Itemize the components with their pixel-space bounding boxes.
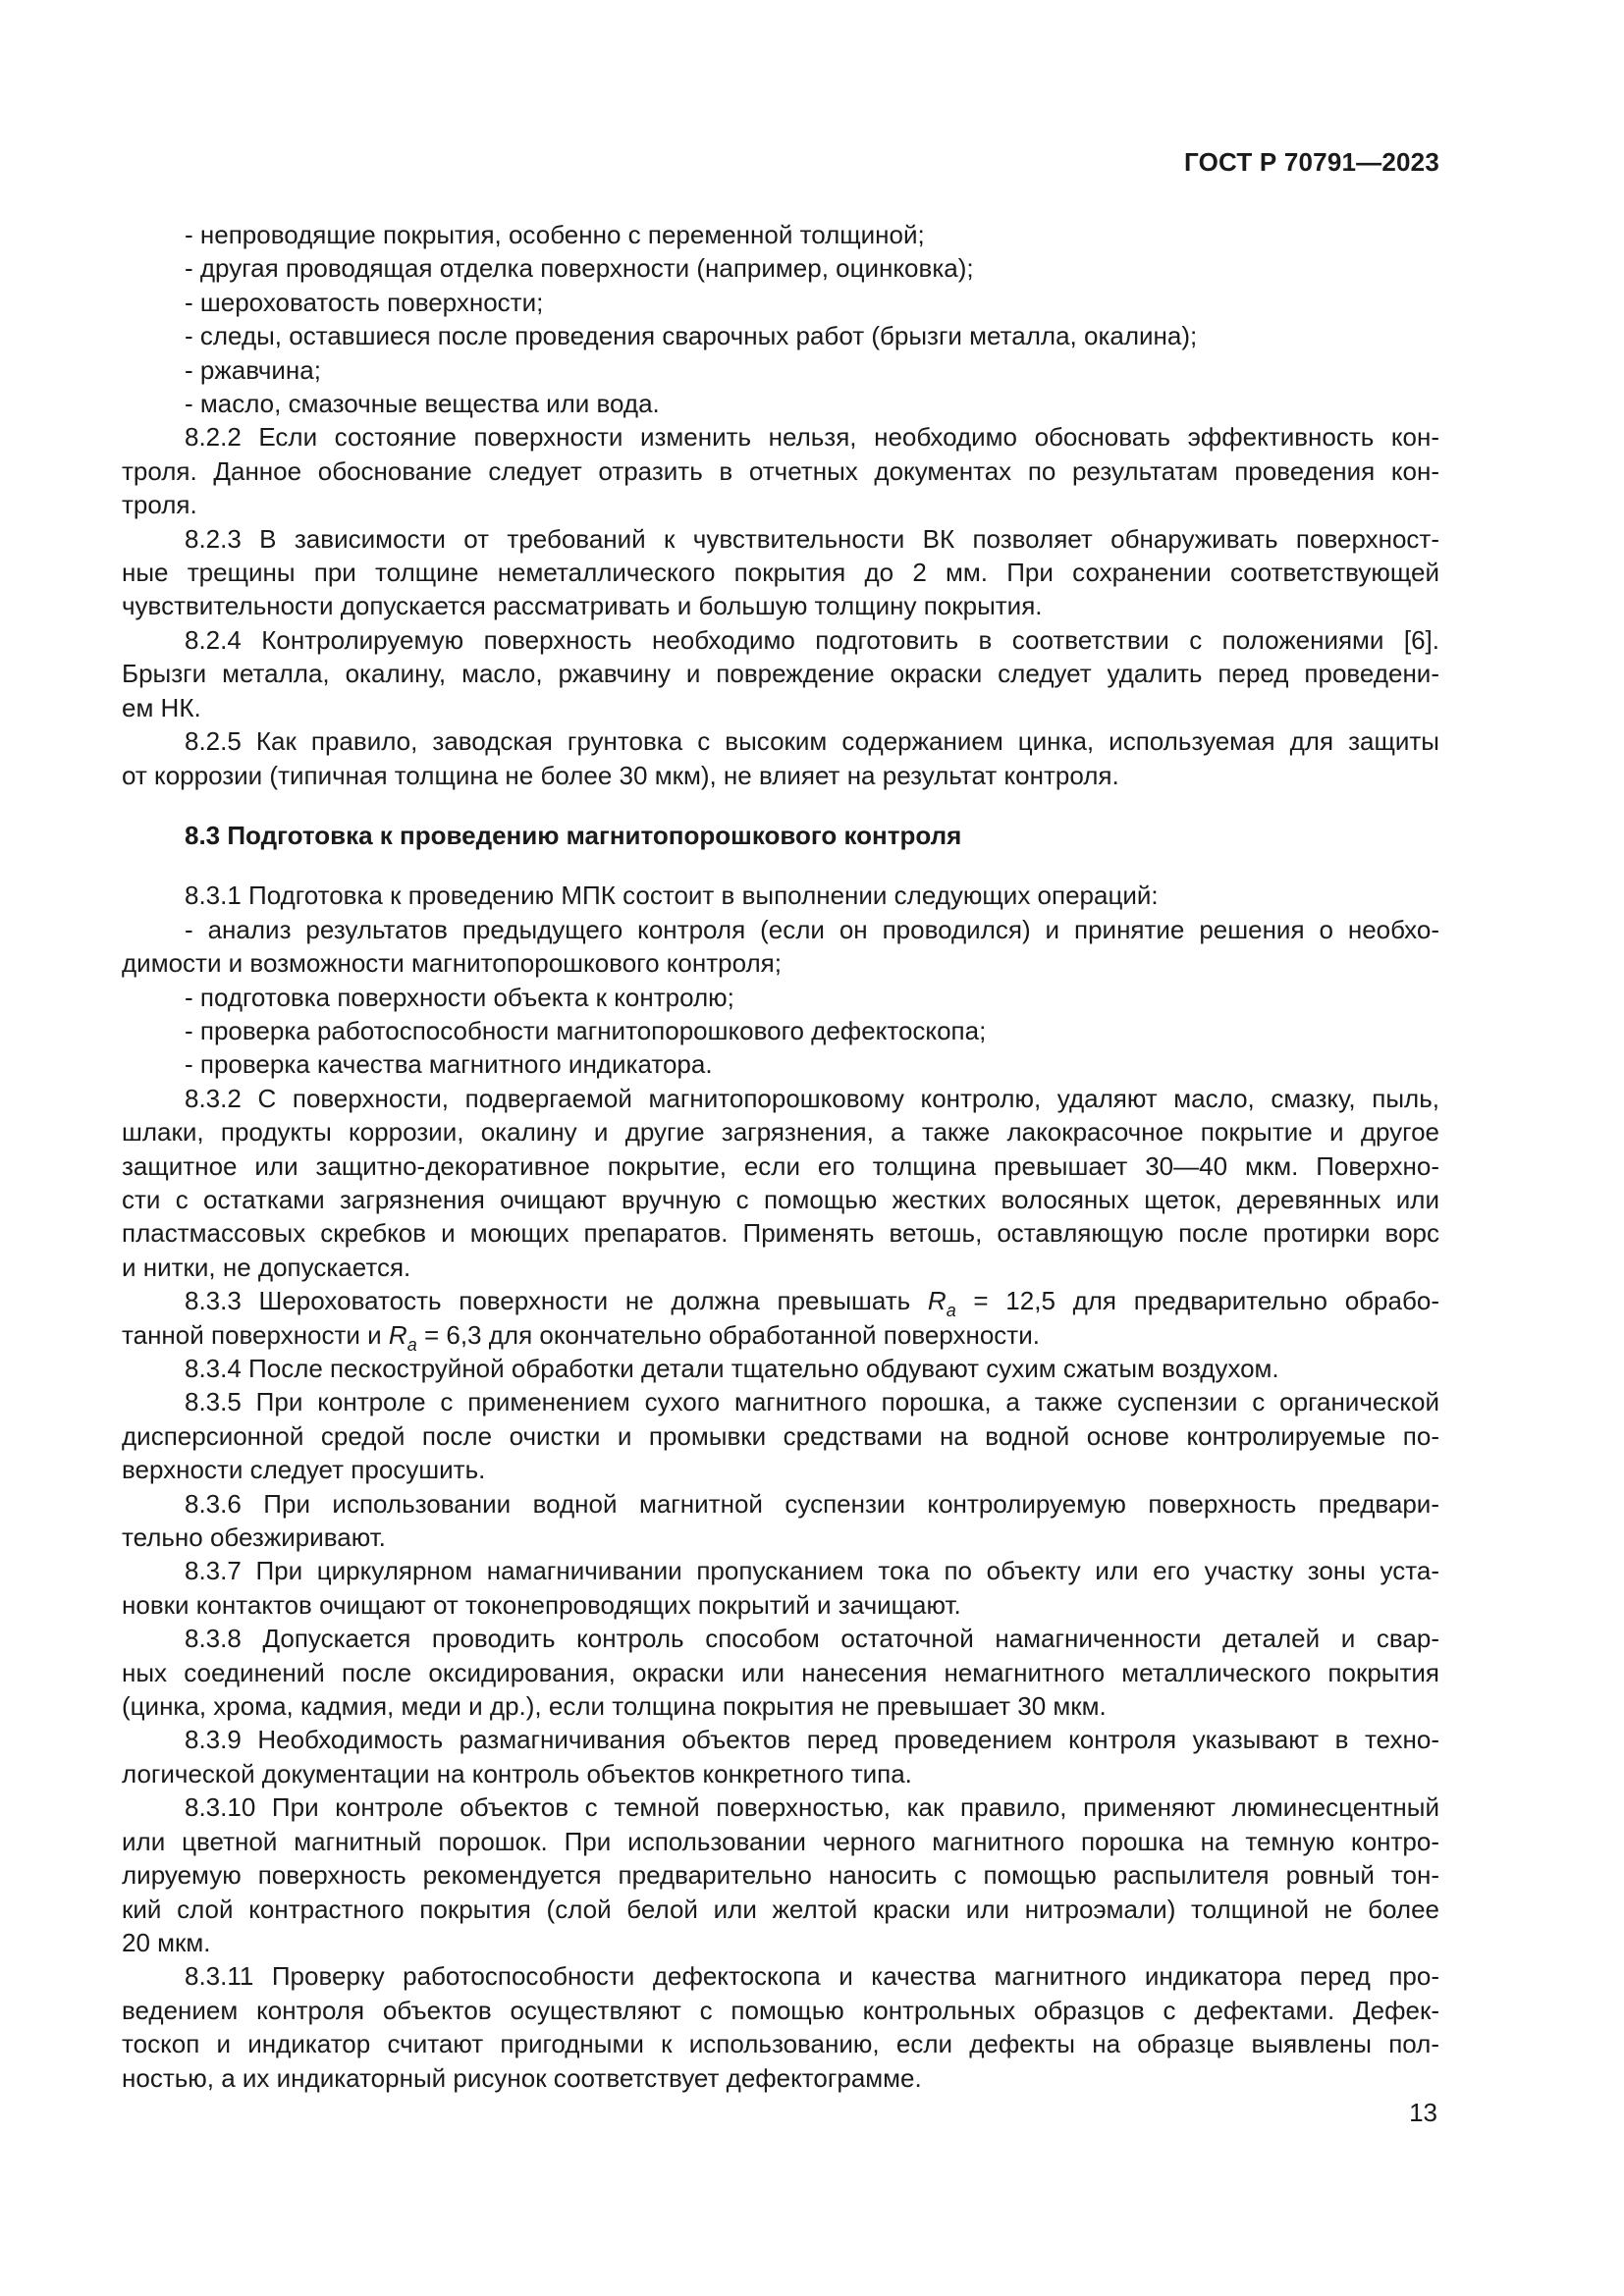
text-line: защитное или защитно-декоративное покрытие, если его толщина превышает 30—40 мкм. Поверхно-	[122, 1150, 1439, 1181]
text-line: ведением контроля объектов осуществляют с помощью контрольных образцов с дефектами. Дефек-	[122, 1995, 1439, 2025]
paragraph-8-3-2	[122, 1082, 1439, 1284]
text-line: чувствительности допускается рассматривать и большую толщину покрытия.	[122, 591, 1043, 621]
text-line: лируемую поверхность рекомендуется предварительно наносить с помощью распылителя ровный тон-	[122, 1860, 1439, 1891]
list-item: - непроводящие покрытия, особенно с переменной толщиной;	[185, 220, 925, 249]
list-item: - проверка качества магнитного индикатора.	[185, 1049, 713, 1080]
text-line: 8.3.1 Подготовка к проведению МПК состоит в выполнении следующих операций:	[185, 881, 1159, 911]
text-line: 8.3.7 При циркулярном намагничивании пропусканием тока по объекту или его участку зоны уста-	[185, 1556, 1439, 1586]
paragraph-8-3-4	[122, 1352, 1439, 1385]
text-line: 8.3.6 При использовании водной магнитной суспензии контролируемую поверхность предвари-	[185, 1488, 1439, 1519]
ra-symbol: $R_a$	[388, 1319, 417, 1355]
paragraph-8-2-3	[122, 522, 1439, 623]
ra-symbol: $R_a$	[927, 1286, 956, 1321]
text-line: 8.2.5 Как правило, заводская грунтовка с высоким содержанием цинка, используемая для защиты	[185, 726, 1439, 757]
text-line: ем НК.	[122, 692, 201, 722]
surface-conditions-list	[122, 218, 1439, 420]
paragraph-8-3-10	[122, 1790, 1439, 1959]
paragraph-8-2-4	[122, 623, 1439, 724]
text-line: троля. Данное обоснование следует отразить в отчетных документах по результатам проведения кон-	[122, 455, 1439, 486]
text-line: (цинка, хрома, кадмия, меди и др.), если толщина покрытия не превышает 30 мкм.	[122, 1691, 1107, 1722]
text-line: кий слой контрастного покрытия (слой белой или желтой краски или нитроэмали) толщиной не более	[122, 1894, 1439, 1924]
text-line: от коррозии (типичная толщина не более 30 мкм), не влияет на результат контроля.	[122, 760, 1119, 790]
list-item: - шероховатость поверхности;	[185, 287, 544, 317]
text-line: сти с остатками загрязнения очищают вручную с помощью жестких волосяных щеток, деревянных или	[122, 1184, 1439, 1214]
document-body	[122, 218, 1439, 2095]
text-fragment: танной поверхности и	[122, 1319, 382, 1350]
text-line: 8.2.2 Если состояние поверхности изменить нельзя, необходимо обосновать эффективность кон-	[185, 422, 1439, 453]
section-heading-8-3: 8.3 Подготовка к проведению магнитопорошкового контроля	[185, 820, 962, 850]
text-line: тоскоп и индикатор считают пригодными к использованию, если дефекты на образце выявлены пол-	[122, 2029, 1439, 2059]
text-line: шлаки, продукты коррозии, окалину и другие загрязнения, а также лакокрасочное покрытие и другое	[122, 1117, 1439, 1148]
text-line: новки контактов очищают от токонепроводящих покрытий и зачищают.	[122, 1589, 961, 1620]
paragraph-8-3-11	[122, 1959, 1439, 2095]
text-line: 8.3.5 При контроле с применением сухого магнитного порошка, а также суспензии с органической	[185, 1387, 1439, 1417]
paragraph-8-3-8	[122, 1622, 1439, 1723]
text-line: 8.3.2 С поверхности, подвергаемой магнитопорошковому контролю, удаляют масло, смазку, пыль,	[185, 1083, 1439, 1113]
paragraph-8-3-6	[122, 1487, 1439, 1555]
list-item: - масло, смазочные вещества или вода.	[185, 389, 660, 419]
text-line: 8.3.8 Допускается проводить контроль способом остаточной намагниченности деталей и свар-	[185, 1624, 1439, 1654]
text-line: тельно обезжиривают.	[122, 1522, 386, 1553]
page-number: 13	[1409, 2098, 1437, 2127]
text-line: Брызги металла, окалину, масло, ржавчину и повреждение окраски следует удалить перед проведени-	[122, 659, 1439, 689]
text-line: димости и возможности магнитопорошкового контроля;	[122, 948, 782, 979]
text-line: 8.3.4 После пескоструйной обработки детали тщательно обдувают сухим сжатым воздухом.	[185, 1354, 1279, 1383]
paragraph-8-3-1	[122, 879, 1439, 1081]
paragraph-8-3-9	[122, 1723, 1439, 1790]
text-line	[122, 1284, 1439, 1321]
text-line	[122, 1318, 1439, 1355]
list-item: - ржавчина;	[185, 354, 321, 385]
text-line: троля.	[122, 490, 197, 520]
text-line: пластмассовых скребков и моющих препаратов. Применять ветошь, оставляющую после протирки ворс	[122, 1218, 1439, 1249]
text-fragment: 8.3.3 Шероховатость поверхности не должна превышать	[185, 1286, 911, 1316]
text-line: ных соединений после оксидирования, окраски или нанесения немагнитного металлического покрытия	[122, 1657, 1439, 1687]
text-line: верхности следует просушить.	[122, 1455, 486, 1485]
text-line: дисперсионной средой после очистки и промывки средствами на водной основе контролируемые по-	[122, 1420, 1439, 1451]
text-fragment: = 12,5 для предварительно обрабо-	[973, 1286, 1439, 1316]
text-line: ностью, а их индикаторный рисунок соответствует дефектограмме.	[122, 2062, 922, 2093]
text-line: или цветной магнитный порошок. При использовании черного магнитного порошка на темную контро-	[122, 1826, 1439, 1856]
paragraph-8-3-3	[122, 1284, 1439, 1355]
text-line: 8.2.4 Контролируемую поверхность необходимо подготовить в соответствии с положениями [6].	[185, 624, 1439, 655]
document-code-header: ГОСТ Р 70791—2023	[1184, 147, 1439, 177]
list-item: - анализ результатов предыдущего контроля (если он проводился) и принятие решения о необхо-	[185, 914, 1439, 944]
list-item: - другая проводящая отделка поверхности (например, оцинковка);	[185, 253, 974, 284]
paragraph-8-3-5	[122, 1385, 1439, 1486]
text-line: 8.3.11 Проверку работоспособности дефектоскопа и качества магнитного индикатора перед про-	[185, 1961, 1439, 1992]
paragraph-8-2-5	[122, 724, 1439, 792]
list-item: - следы, оставшиеся после проведения сварочных работ (брызги металла, окалина);	[185, 321, 1198, 351]
text-line: и нитки, не допускается.	[122, 1252, 411, 1282]
paragraph-8-3-7	[122, 1554, 1439, 1622]
text-line: ные трещины при толщине неметаллического покрытия до 2 мм. При сохранении соответствующей	[122, 558, 1439, 588]
text-line: 20 мкм.	[122, 1927, 211, 1957]
text-line: логической документации на контроль объектов конкретного типа.	[122, 1758, 912, 1789]
text-line: 8.2.3 В зависимости от требований к чувствительности ВК позволяет обнаруживать поверхност-	[185, 523, 1439, 554]
list-item: - проверка работоспособности магнитопорошкового дефектоскопа;	[185, 1015, 987, 1045]
list-item: - подготовка поверхности объекта к контролю;	[185, 982, 734, 1012]
paragraph-8-2-2	[122, 420, 1439, 521]
text-fragment: = 6,3 для окончательно обработанной поверхности.	[423, 1319, 1040, 1350]
text-line: 8.3.10 При контроле объектов с темной поверхностью, как правило, применяют люминесцентный	[185, 1792, 1439, 1823]
text-line: 8.3.9 Необходимость размагничивания объектов перед проведением контроля указывают в техно-	[185, 1725, 1439, 1755]
